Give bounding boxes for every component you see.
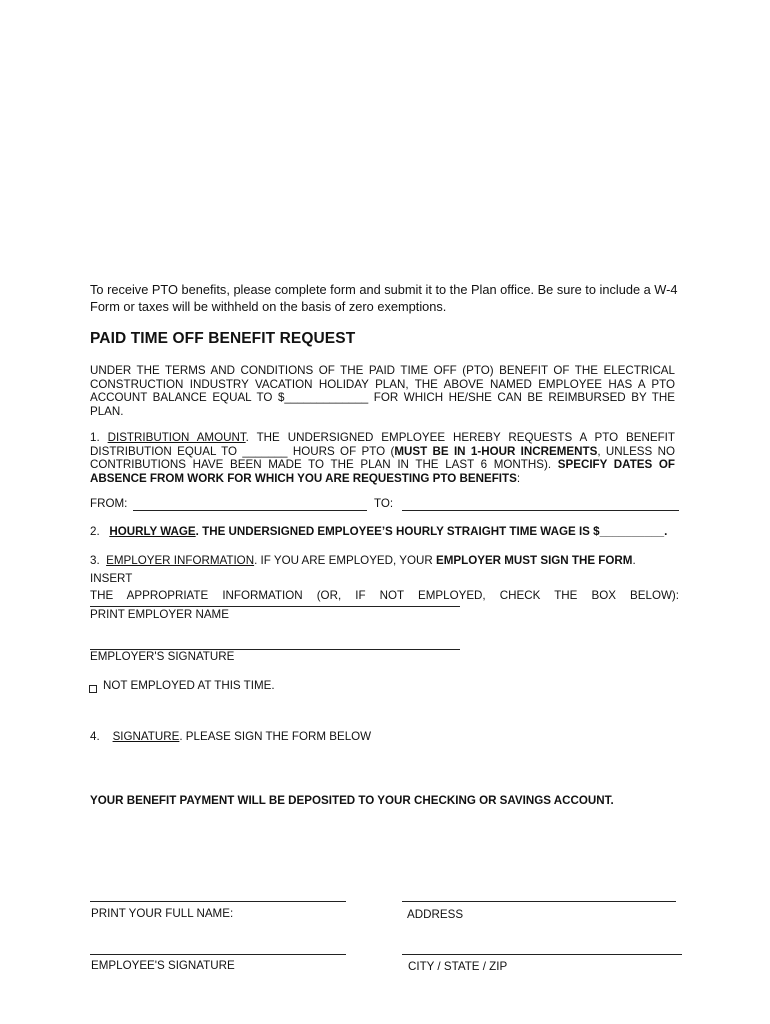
employer-signature-label: EMPLOYER'S SIGNATURE (90, 650, 235, 663)
section-3-line-1-end: . INSERT (90, 554, 636, 585)
intro-line-1: To receive PTO benefits, please complete form and submit it to the Plan office. Be sure to include a W-4 (90, 282, 678, 297)
to-label: TO: (374, 497, 394, 510)
pto-hours-blank[interactable]: _______ (242, 444, 288, 458)
from-date-field[interactable] (133, 510, 367, 511)
section-4-number: 4. (90, 730, 100, 743)
intro-line-2: Form or taxes will be withheld on the basis of zero exemptions. (90, 299, 447, 314)
form-title: PAID TIME OFF BENEFIT REQUEST (90, 330, 356, 347)
employee-signature-label: EMPLOYEE'S SIGNATURE (91, 959, 235, 972)
intro-text (90, 281, 690, 315)
terms-line-2: CONSTRUCTION INDUSTRY VACATION HOLIDAY PLAN, THE ABOVE NAMED EMPLOYEE HAS A PTO (90, 377, 675, 391)
hourly-wage-blank[interactable]: __________ (599, 525, 665, 538)
section-1-line-2 (90, 445, 675, 459)
full-name-field[interactable] (90, 901, 346, 902)
section-1-line-3 (90, 458, 675, 472)
section-1-specify-dates: SPECIFY DATES OF (557, 458, 675, 471)
pto-balance-blank[interactable]: _____________ (284, 391, 369, 404)
section-1-increments-note: MUST BE IN 1-HOUR INCREMENTS (394, 444, 598, 458)
section-1-absence-note: ABSENCE FROM WORK FOR WHICH YOU ARE REQUESTING PTO BENEFITS (90, 471, 517, 485)
address-label: ADDRESS (407, 908, 464, 921)
section-1-line-4-end: : (516, 471, 521, 485)
deposit-notice: YOUR BENEFIT PAYMENT WILL BE DEPOSITED TO YOUR CHECKING OR SAVINGS ACCOUNT. (90, 794, 614, 807)
terms-line-4: PLAN. (90, 404, 124, 418)
section-1-line-1-text: . THE UNDERSIGNED EMPLOYEE HEREBY REQUESTS A PTO BENEFIT (245, 431, 675, 444)
section-1-line-4 (90, 472, 675, 486)
section-4-heading: SIGNATURE (112, 730, 180, 743)
terms-line-1: UNDER THE TERMS AND CONDITIONS OF THE PAID TIME OFF (PTO) BENEFIT OF THE ELECTRICAL (90, 364, 675, 377)
section-4-signature (90, 730, 371, 743)
section-1-line-2-mid: HOURS OF PTO ( (287, 444, 395, 458)
not-employed-label: NOT EMPLOYED AT THIS TIME. (103, 679, 275, 692)
employer-name-label: PRINT EMPLOYER NAME (90, 608, 229, 621)
section-2-heading: HOURLY WAGE (109, 525, 196, 538)
section-1-heading: DISTRIBUTION AMOUNT (107, 431, 246, 444)
terms-line-3 (90, 391, 675, 405)
section-2-number: 2. (90, 525, 100, 538)
section-1-line-2-start: DISTRIBUTION EQUAL TO (90, 444, 243, 458)
address-field[interactable] (402, 901, 676, 902)
section-1-line-1 (90, 431, 675, 445)
city-state-zip-label: CITY / STATE / ZIP (408, 960, 508, 973)
employer-name-field[interactable] (90, 606, 460, 607)
section-3-line-1 (90, 552, 675, 587)
section-1-line-3-text: CONTRIBUTIONS HAVE BEEN MADE TO THE PLAN IN THE LAST 6 MONTHS). (90, 458, 558, 471)
city-state-zip-field[interactable] (402, 954, 682, 955)
full-name-label: PRINT YOUR FULL NAME: (91, 907, 234, 920)
terms-line-3-start: ACCOUNT BALANCE EQUAL TO $ (90, 391, 285, 404)
section-3-line-2: THE APPROPRIATE INFORMATION (OR, IF NOT EMPLOYED, CHECK THE BOX BELOW): (90, 589, 679, 602)
section-3-number: 3. (90, 554, 100, 567)
section-3-employer-information (90, 552, 679, 605)
section-3-employer-must-sign: EMPLOYER MUST SIGN THE FORM (435, 554, 633, 567)
terms-paragraph (90, 364, 675, 418)
not-employed-checkbox[interactable] (89, 685, 97, 693)
employee-signature-field[interactable] (90, 954, 346, 955)
section-4-text: . PLEASE SIGN THE FORM BELOW (179, 730, 372, 743)
to-date-field[interactable] (402, 510, 679, 511)
section-3-heading: EMPLOYER INFORMATION (106, 554, 255, 567)
from-label: FROM: (90, 497, 128, 510)
section-1-distribution-amount (90, 431, 675, 485)
section-1-line-2-end: , UNLESS NO (597, 444, 676, 458)
section-2-end: . (664, 525, 668, 538)
section-3-line-1-start: . IF YOU ARE EMPLOYED, YOUR (254, 554, 436, 567)
section-2-hourly-wage (90, 525, 667, 538)
section-1-number: 1. (90, 431, 100, 444)
terms-line-3-end: FOR WHICH HE/SHE CAN BE REIMBURSED BY THE (368, 391, 675, 404)
section-2-text: . THE UNDERSIGNED EMPLOYEE’S HOURLY STRAIGHT TIME WAGE IS $ (195, 525, 600, 538)
